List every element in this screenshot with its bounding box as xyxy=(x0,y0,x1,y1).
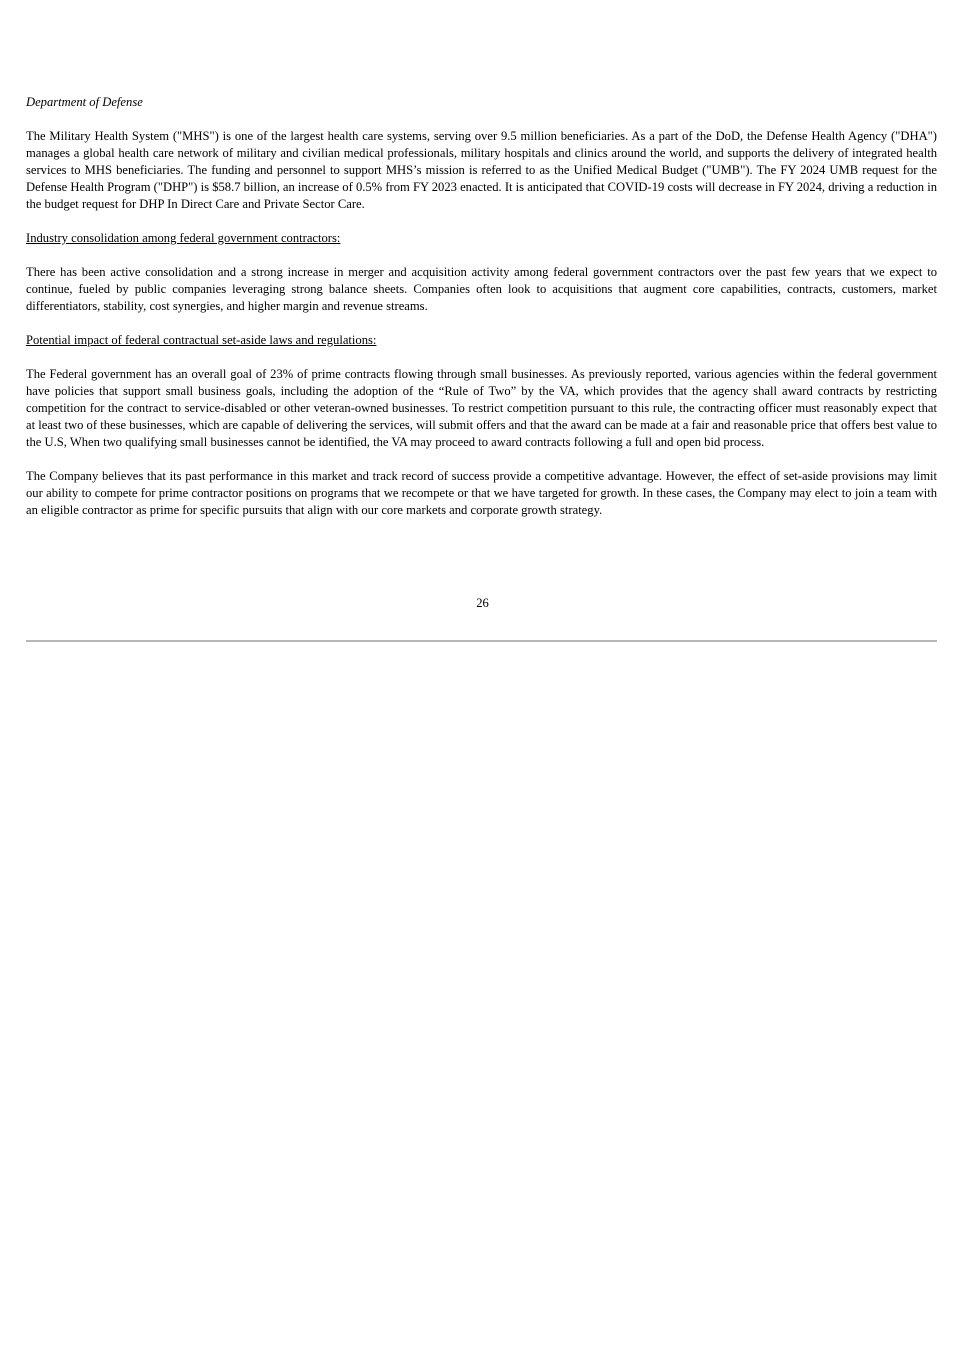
spacer xyxy=(26,213,937,230)
spacer xyxy=(26,111,937,128)
section-title: Department of Defense xyxy=(26,95,143,109)
document-body xyxy=(26,94,937,519)
paragraph-mhs: The Military Health System ("MHS") is one of the largest health care systems, serving over 9.5 million beneficiaries. As a part of the DoD, the Defense Health Agency ("DHA") manages a global health care network of military and civilian medical professionals, military hospitals and clinics around the world, and supports the delivery of integrated health services to MHS beneficiaries. The funding and personnel to support MHS’s mission is referred to as the Unified Medical Budget ("UMB"). The FY 2024 UMB request for the Defense Health Program ("DHP") is $58.7 billion, an increase of 0.5% from FY 2023 enacted. It is anticipated that COVID-19 costs will decrease in FY 2024, driving a reduction in the budget request for DHP In Direct Care and Private Sector Care. xyxy=(26,129,937,211)
subheading-set-aside-laws: Potential impact of federal contractual set-aside laws and regulations: xyxy=(26,333,377,347)
paragraph-consolidation: There has been active consolidation and a strong increase in merger and acquisition activity among federal government contractors over the past few years that we expect to continue, fueled by public companies leveraging strong balance sheets. Companies often look to acquisitions that augment core capabilities, contracts, customers, market differentiators, stability, cost synergies, and higher margin and revenue streams. xyxy=(26,265,937,313)
spacer xyxy=(26,451,937,468)
spacer xyxy=(26,315,937,332)
paragraph-set-aside-goal: The Federal government has an overall goal of 23% of prime contracts flowing through small businesses. As previously reported, various agencies within the federal government have policies that support small business goals, including the adoption of the “Rule of Two” by the VA, which provides that the agency shall award contracts by restricting competition for the contract to service-disabled or other veteran-owned businesses. To restrict competition pursuant to this rule, the contracting officer must reasonably expect that at least two of these businesses, which are capable of delivering the services, will submit offers and that the award can be made at a fair and reasonable price that offers best value to the U.S, When two qualifying small businesses cannot be identified, the VA may proceed to award contracts following a full and open bid process. xyxy=(26,367,937,449)
spacer xyxy=(26,247,937,264)
page-number: 26 xyxy=(476,596,489,610)
subheading-industry-consolidation: Industry consolidation among federal government contractors: xyxy=(26,231,341,245)
page-divider xyxy=(26,640,937,642)
spacer xyxy=(26,349,937,366)
paragraph-company-position: The Company believes that its past performance in this market and track record of success provide a competitive advantage. However, the effect of set-aside provisions may limit our ability to compete for prime contractor positions on programs that we recompete or that we have targeted for growth. In these cases, the Company may elect to join a team with an eligible contractor as prime for specific pursuits that align with our core markets and corporate growth strategy. xyxy=(26,469,937,517)
